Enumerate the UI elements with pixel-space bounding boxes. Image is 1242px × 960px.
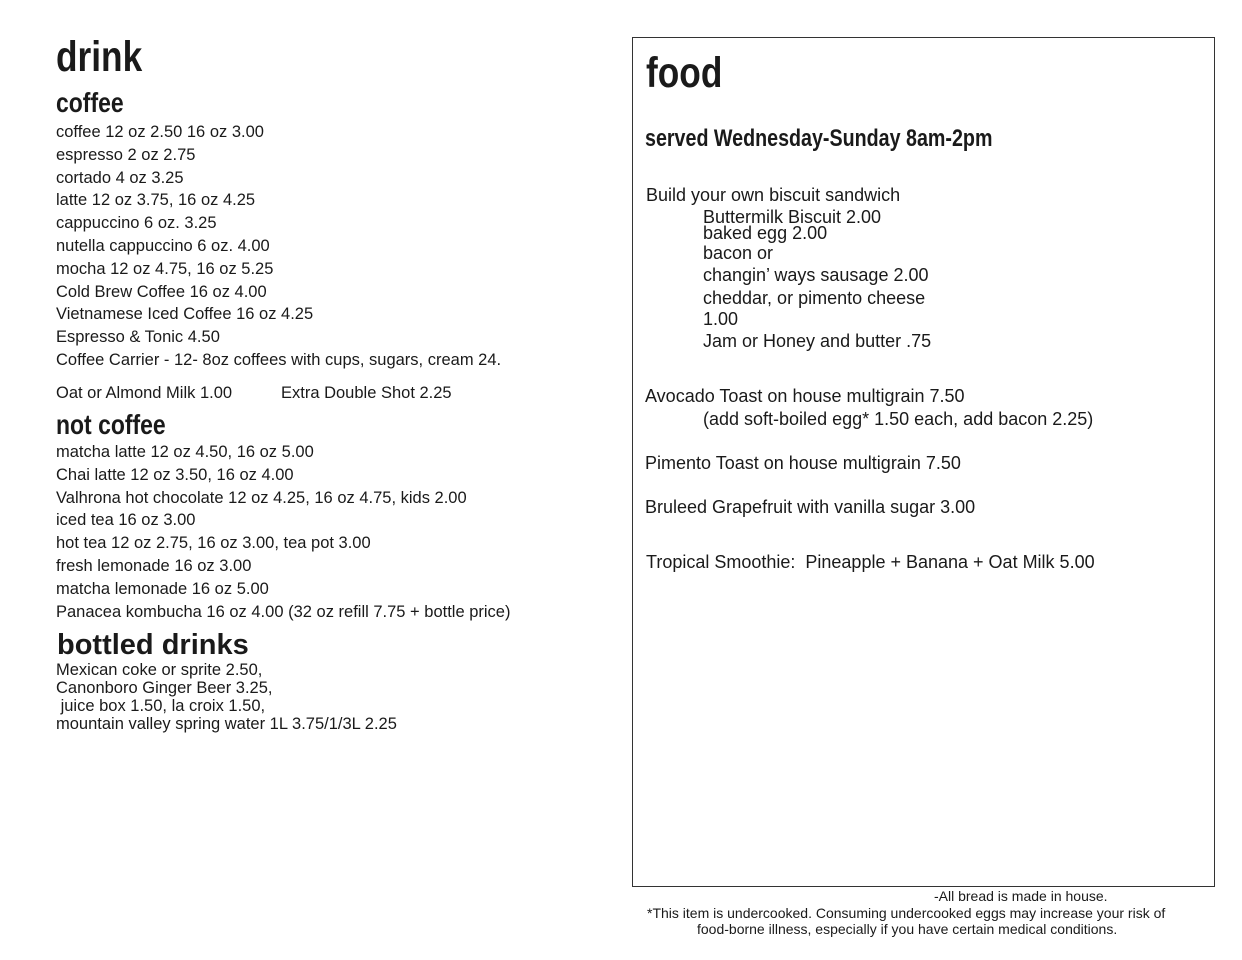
- coffee-menu-list: [56, 121, 501, 372]
- biscuit-option: Buttermilk Biscuit 2.00: [703, 207, 882, 227]
- menu-item: latte 12 oz 3.75, 16 oz 4.25: [56, 191, 256, 210]
- coffee-heading-text: coffee: [56, 87, 124, 118]
- menu-item: Panacea kombucha 16 oz 4.00 (32 oz refill 7.75 + bottle price): [56, 602, 511, 621]
- menu-item: matcha latte 12 oz 4.50, 16 oz 5.00: [56, 443, 314, 461]
- menu-item: iced tea 16 oz 3.00: [56, 511, 196, 530]
- menu-item: nutella cappuccino 6 oz. 4.00: [56, 236, 270, 255]
- menu-item: Espresso & Tonic 4.50: [56, 328, 220, 347]
- drink-title-text: drink: [56, 33, 143, 81]
- biscuit-sandwich-intro: Build your own biscuit sandwich: [646, 185, 901, 205]
- menu-item: Valhrona hot chocolate 12 oz 4.25, 16 oz 4.75, kids 2.00: [56, 488, 467, 507]
- bread-footnote: -All bread is made in house.: [934, 888, 1108, 904]
- not-coffee-menu-list: [56, 441, 510, 623]
- biscuit-option: baked egg 2.00: [703, 223, 828, 243]
- menu-item: cortado 4 oz 3.25: [56, 168, 184, 187]
- menu-item: matcha lemonade 16 oz 5.00: [56, 579, 269, 598]
- food-hours-text: served Wednesday-Sunday 8am-2pm: [645, 125, 993, 152]
- bottled-drinks-list: [56, 661, 397, 733]
- food-service-hours: [645, 124, 1069, 154]
- menu-item: juice box 1.50, la croix 1.50,: [56, 697, 266, 715]
- avocado-toast-addons: (add soft-boiled egg* 1.50 each, add bacon 2.25): [703, 409, 1094, 429]
- menu-item: mountain valley spring water 1L 3.75/1/3L 2.25: [56, 715, 397, 733]
- food-section-title: [646, 48, 739, 98]
- extra-shot-addon: Extra Double Shot 2.25: [281, 384, 452, 402]
- undercooked-warning-line-1: *This item is undercooked. Consuming undercooked eggs may increase your risk of: [647, 905, 1166, 921]
- pimento-toast-item: Pimento Toast on house multigrain 7.50: [645, 453, 961, 473]
- coffee-heading: [56, 86, 138, 120]
- biscuit-option: changin’ ways sausage 2.00: [703, 265, 929, 285]
- grapefruit-item: Bruleed Grapefruit with vanilla sugar 3.00: [645, 497, 976, 517]
- not-coffee-heading-text: not coffee: [56, 409, 166, 440]
- menu-item: mocha 12 oz 4.75, 16 oz 5.25: [56, 259, 274, 278]
- menu-item: espresso 2 oz 2.75: [56, 145, 196, 164]
- menu-item: Canonboro Ginger Beer 3.25,: [56, 679, 273, 697]
- menu-item: fresh lemonade 16 oz 3.00: [56, 556, 252, 575]
- drink-section-title: [56, 32, 161, 82]
- menu-item: cappuccino 6 oz. 3.25: [56, 214, 217, 233]
- milk-addon: Oat or Almond Milk 1.00: [56, 384, 233, 402]
- smoothie-item: Tropical Smoothie: Pineapple + Banana + Oat Milk 5.00: [646, 552, 1095, 572]
- biscuit-option: cheddar, or pimento cheese: [703, 288, 926, 308]
- undercooked-warning-line-2: food-borne illness, especially if you have certain medical conditions.: [697, 921, 1118, 937]
- food-title-text: food: [646, 49, 723, 97]
- menu-item: coffee 12 oz 2.50 16 oz 3.00: [56, 123, 264, 141]
- menu-item: Vietnamese Iced Coffee 16 oz 4.25: [56, 305, 314, 324]
- menu-item: hot tea 12 oz 2.75, 16 oz 3.00, tea pot 3.00: [56, 534, 371, 553]
- not-coffee-heading: [56, 408, 190, 442]
- menu-item: Mexican coke or sprite 2.50,: [56, 661, 263, 679]
- menu-item: Chai latte 12 oz 3.50, 16 oz 4.00: [56, 465, 294, 484]
- biscuit-option: Jam or Honey and butter .75: [703, 331, 932, 351]
- avocado-toast-item: Avocado Toast on house multigrain 7.50: [645, 386, 965, 406]
- menu-item: Cold Brew Coffee 16 oz 4.00: [56, 282, 267, 301]
- biscuit-option: 1.00: [703, 309, 739, 329]
- menu-item: Coffee Carrier - 12- 8oz coffees with cups, sugars, cream 24.: [56, 350, 502, 369]
- bottled-drinks-heading: bottled drinks: [57, 629, 249, 661]
- biscuit-option: bacon or: [703, 243, 774, 263]
